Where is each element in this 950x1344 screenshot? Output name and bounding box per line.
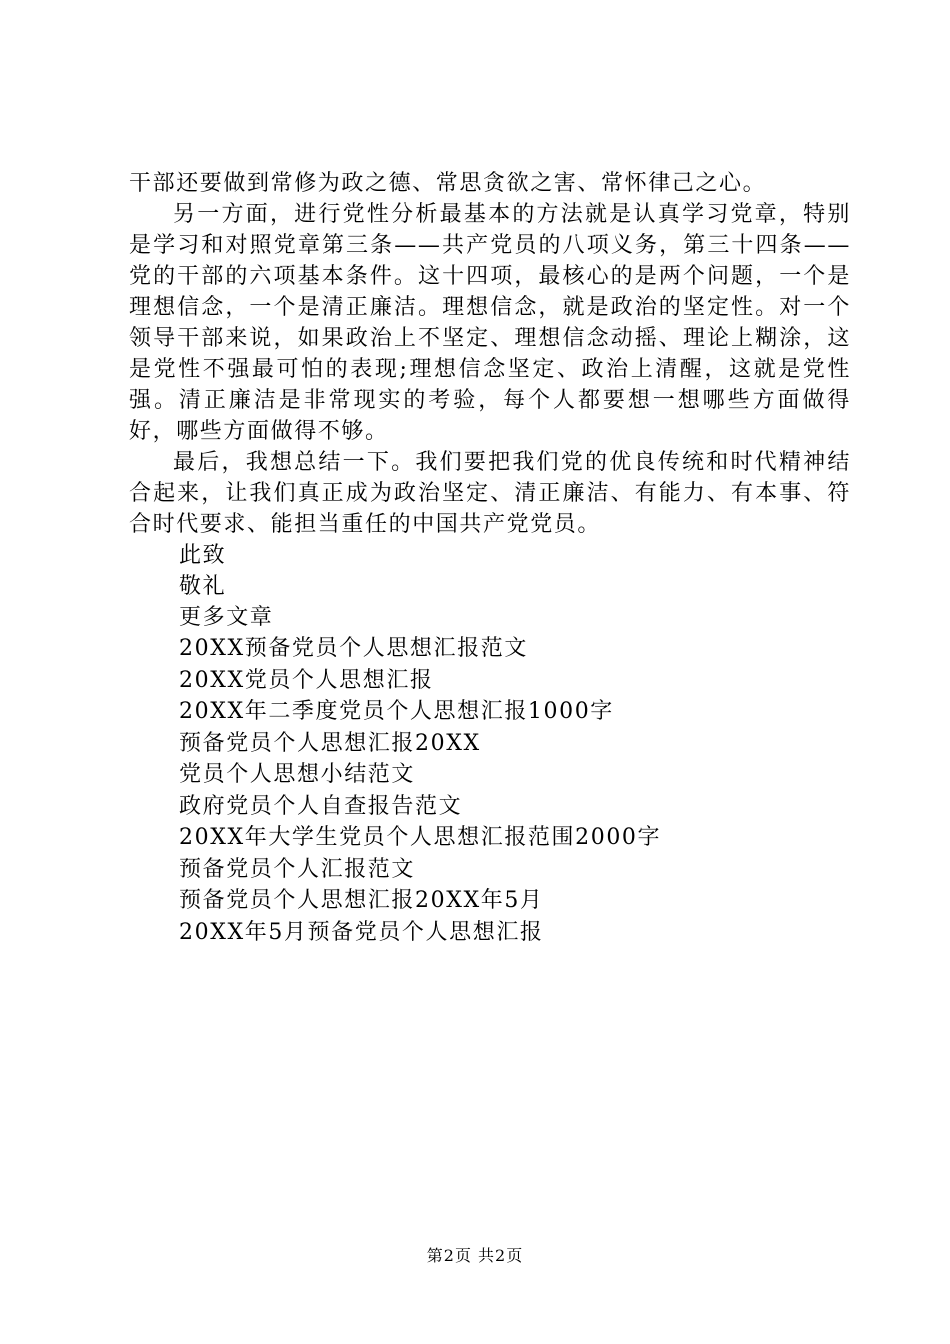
article-link[interactable]: 20XX年二季度党员个人思想汇报1000字 xyxy=(179,699,614,724)
article-link[interactable]: 预备党员个人汇报范文 xyxy=(179,856,416,882)
closing-salutation: 此致 xyxy=(179,543,227,568)
paragraph-3: 最后，我想总结一下。我们要把我们党的优良传统和时代精神结合起来，让我们真正成为政治坚定、清正廉洁、有能力、有本事、符合时代要求、能担当重任的中国共产党党员。 xyxy=(129,450,851,537)
article-link[interactable]: 20XX年5月预备党员个人思想汇报 xyxy=(179,919,544,945)
article-link[interactable]: 预备党员个人思想汇报20XX xyxy=(179,730,481,756)
article-link[interactable]: 政府党员个人自查报告范文 xyxy=(179,793,463,819)
article-link[interactable]: 20XX预备党员个人思想汇报范文 xyxy=(179,636,528,661)
article-link[interactable]: 预备党员个人思想汇报20XX年5月 xyxy=(179,888,544,913)
closing-regards: 敬礼 xyxy=(179,574,227,599)
paragraph-2: 另一方面，进行党性分析最基本的方法就是认真学习党章，特别是学习和对照党章第三条——共产党员的八项义务，第三十四条——党的干部的六项基本条件。这十四项，最核心的是两个问题，一个是理想信念，一个是清正廉洁。理想信念，就是政治的坚定性。对一个领导干部来说，如果政治上不坚定、理想信念动摇、理论上糊涂，这是党性不强最可怕的表现;理想信念坚定、政治上清醒，这就是党性强。清正廉洁是非常现实的考验，每个人都要想一想哪些方面做得好，哪些方面做得不够。 xyxy=(129,202,851,444)
page-indicator: 第2页 共2页 xyxy=(426,1246,524,1265)
page-footer xyxy=(0,1246,950,1266)
article-link[interactable]: 20XX党员个人思想汇报 xyxy=(179,667,434,693)
paragraph-1: 干部还要做到常修为政之德、常思贪欲之害、常怀律己之心。 xyxy=(129,171,767,196)
article-link[interactable]: 20XX年大学生党员个人思想汇报范围2000字 xyxy=(179,825,662,850)
article-link[interactable]: 党员个人思想小结范文 xyxy=(179,762,416,787)
more-articles-list xyxy=(129,633,851,948)
more-articles-heading: 更多文章 xyxy=(179,605,274,630)
document-body xyxy=(129,168,851,948)
